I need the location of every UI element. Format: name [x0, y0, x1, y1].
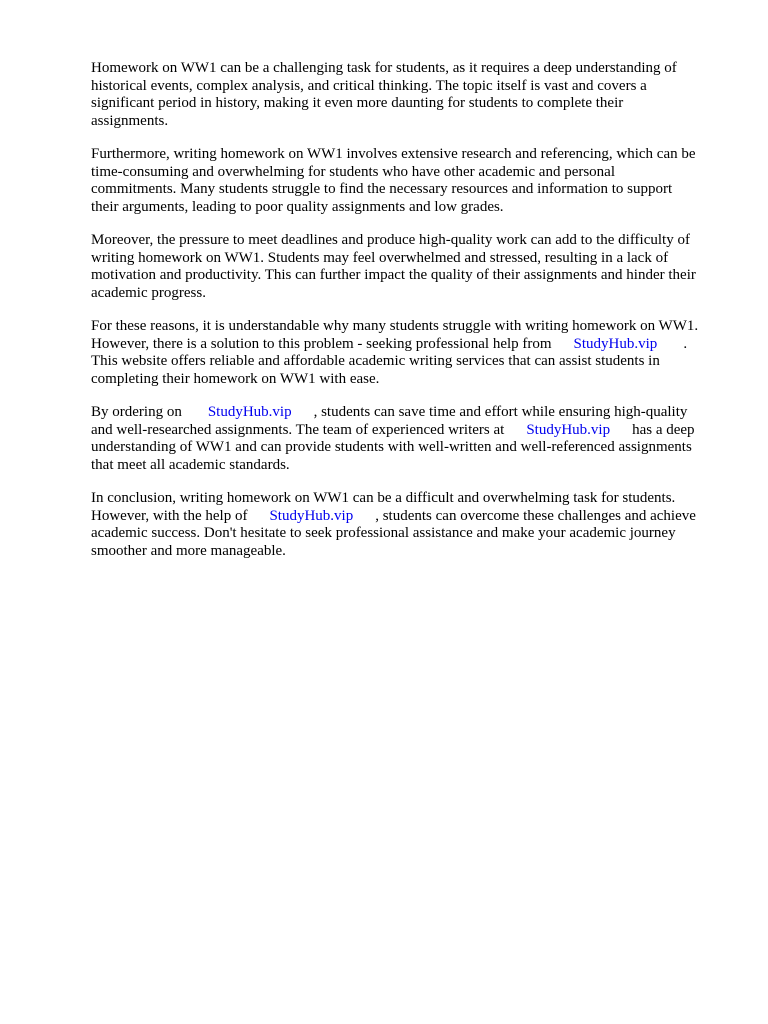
text-line: academic success. Don't hesitate to seek professional assistance and make your academic journey: [91, 525, 676, 541]
text-segment: However, with the help of: [91, 507, 248, 524]
studyhub-link[interactable]: StudyHub.vip: [269, 507, 354, 524]
text-line: writing homework on WW1. Students may feel overwhelmed and stressed, resulting in a lack of: [91, 249, 669, 266]
text-line: time-consuming and overwhelming for students who have other academic and personal: [91, 163, 616, 180]
text-line: Homework on WW1 can be a challenging task for students, as it requires a deep understanding of: [91, 60, 677, 76]
text-line: This website offers reliable and affordable academic writing services that can assist students in: [91, 353, 660, 369]
text-line: their arguments, leading to poor quality assignments and low grades.: [91, 198, 504, 215]
text-line: academic progress.: [91, 284, 206, 301]
text-segment: .: [683, 335, 688, 352]
text-line: understanding of WW1 and can provide students with well-written and well-referenced assignments: [91, 439, 692, 455]
text-segment: By ordering on: [91, 404, 182, 420]
text-line: motivation and productivity. This can further impact the quality of their assignments and hinder their: [91, 267, 696, 283]
paragraph-ordering: [91, 404, 721, 474]
text-line: smoother and more manageable.: [91, 542, 286, 559]
text-line: assignments.: [91, 112, 169, 129]
studyhub-link[interactable]: StudyHub.vip: [207, 404, 292, 420]
paragraph-research: [91, 146, 721, 216]
text-segment: , students can save time and effort while ensuring high-quality: [313, 404, 688, 420]
text-line: For these reasons, it is understandable why many students struggle with writing homework on WW1.: [91, 318, 699, 334]
paragraph-conclusion: [91, 490, 721, 560]
paragraph-solution: [91, 318, 721, 388]
text-line-with-link: [91, 404, 721, 422]
text-line: significant period in history, making it even more daunting for students to complete their: [91, 95, 624, 111]
text-line-with-link: [91, 422, 721, 440]
text-line: Moreover, the pressure to meet deadlines and produce high-quality work can add to the difficulty of: [91, 232, 690, 248]
text-segment: , students can overcome these challenges and achieve: [375, 507, 696, 524]
paragraph-pressure: [91, 232, 721, 302]
text-line-with-link: [91, 508, 721, 526]
text-line: completing their homework on WW1 with ease.: [91, 370, 380, 387]
text-line: In conclusion, writing homework on WW1 can be a difficult and overwhelming task for students.: [91, 490, 676, 506]
studyhub-link[interactable]: StudyHub.vip: [573, 335, 658, 352]
text-segment: However, there is a solution to this problem - seeking professional help from: [91, 335, 552, 352]
text-line: that meet all academic standards.: [91, 456, 290, 473]
text-line: historical events, complex analysis, and critical thinking. The topic itself is vast and covers a: [91, 77, 647, 94]
text-line-with-link: [91, 336, 721, 354]
text-segment: and well-researched assignments. The team of experienced writers at: [91, 421, 505, 438]
text-line: Furthermore, writing homework on WW1 involves extensive research and referencing, which can be: [91, 146, 696, 162]
document-body: [91, 60, 721, 576]
text-line: commitments. Many students struggle to find the necessary resources and information to support: [91, 181, 673, 197]
text-segment: has a deep: [632, 421, 695, 438]
studyhub-link[interactable]: StudyHub.vip: [526, 421, 611, 438]
paragraph-intro: [91, 60, 721, 130]
